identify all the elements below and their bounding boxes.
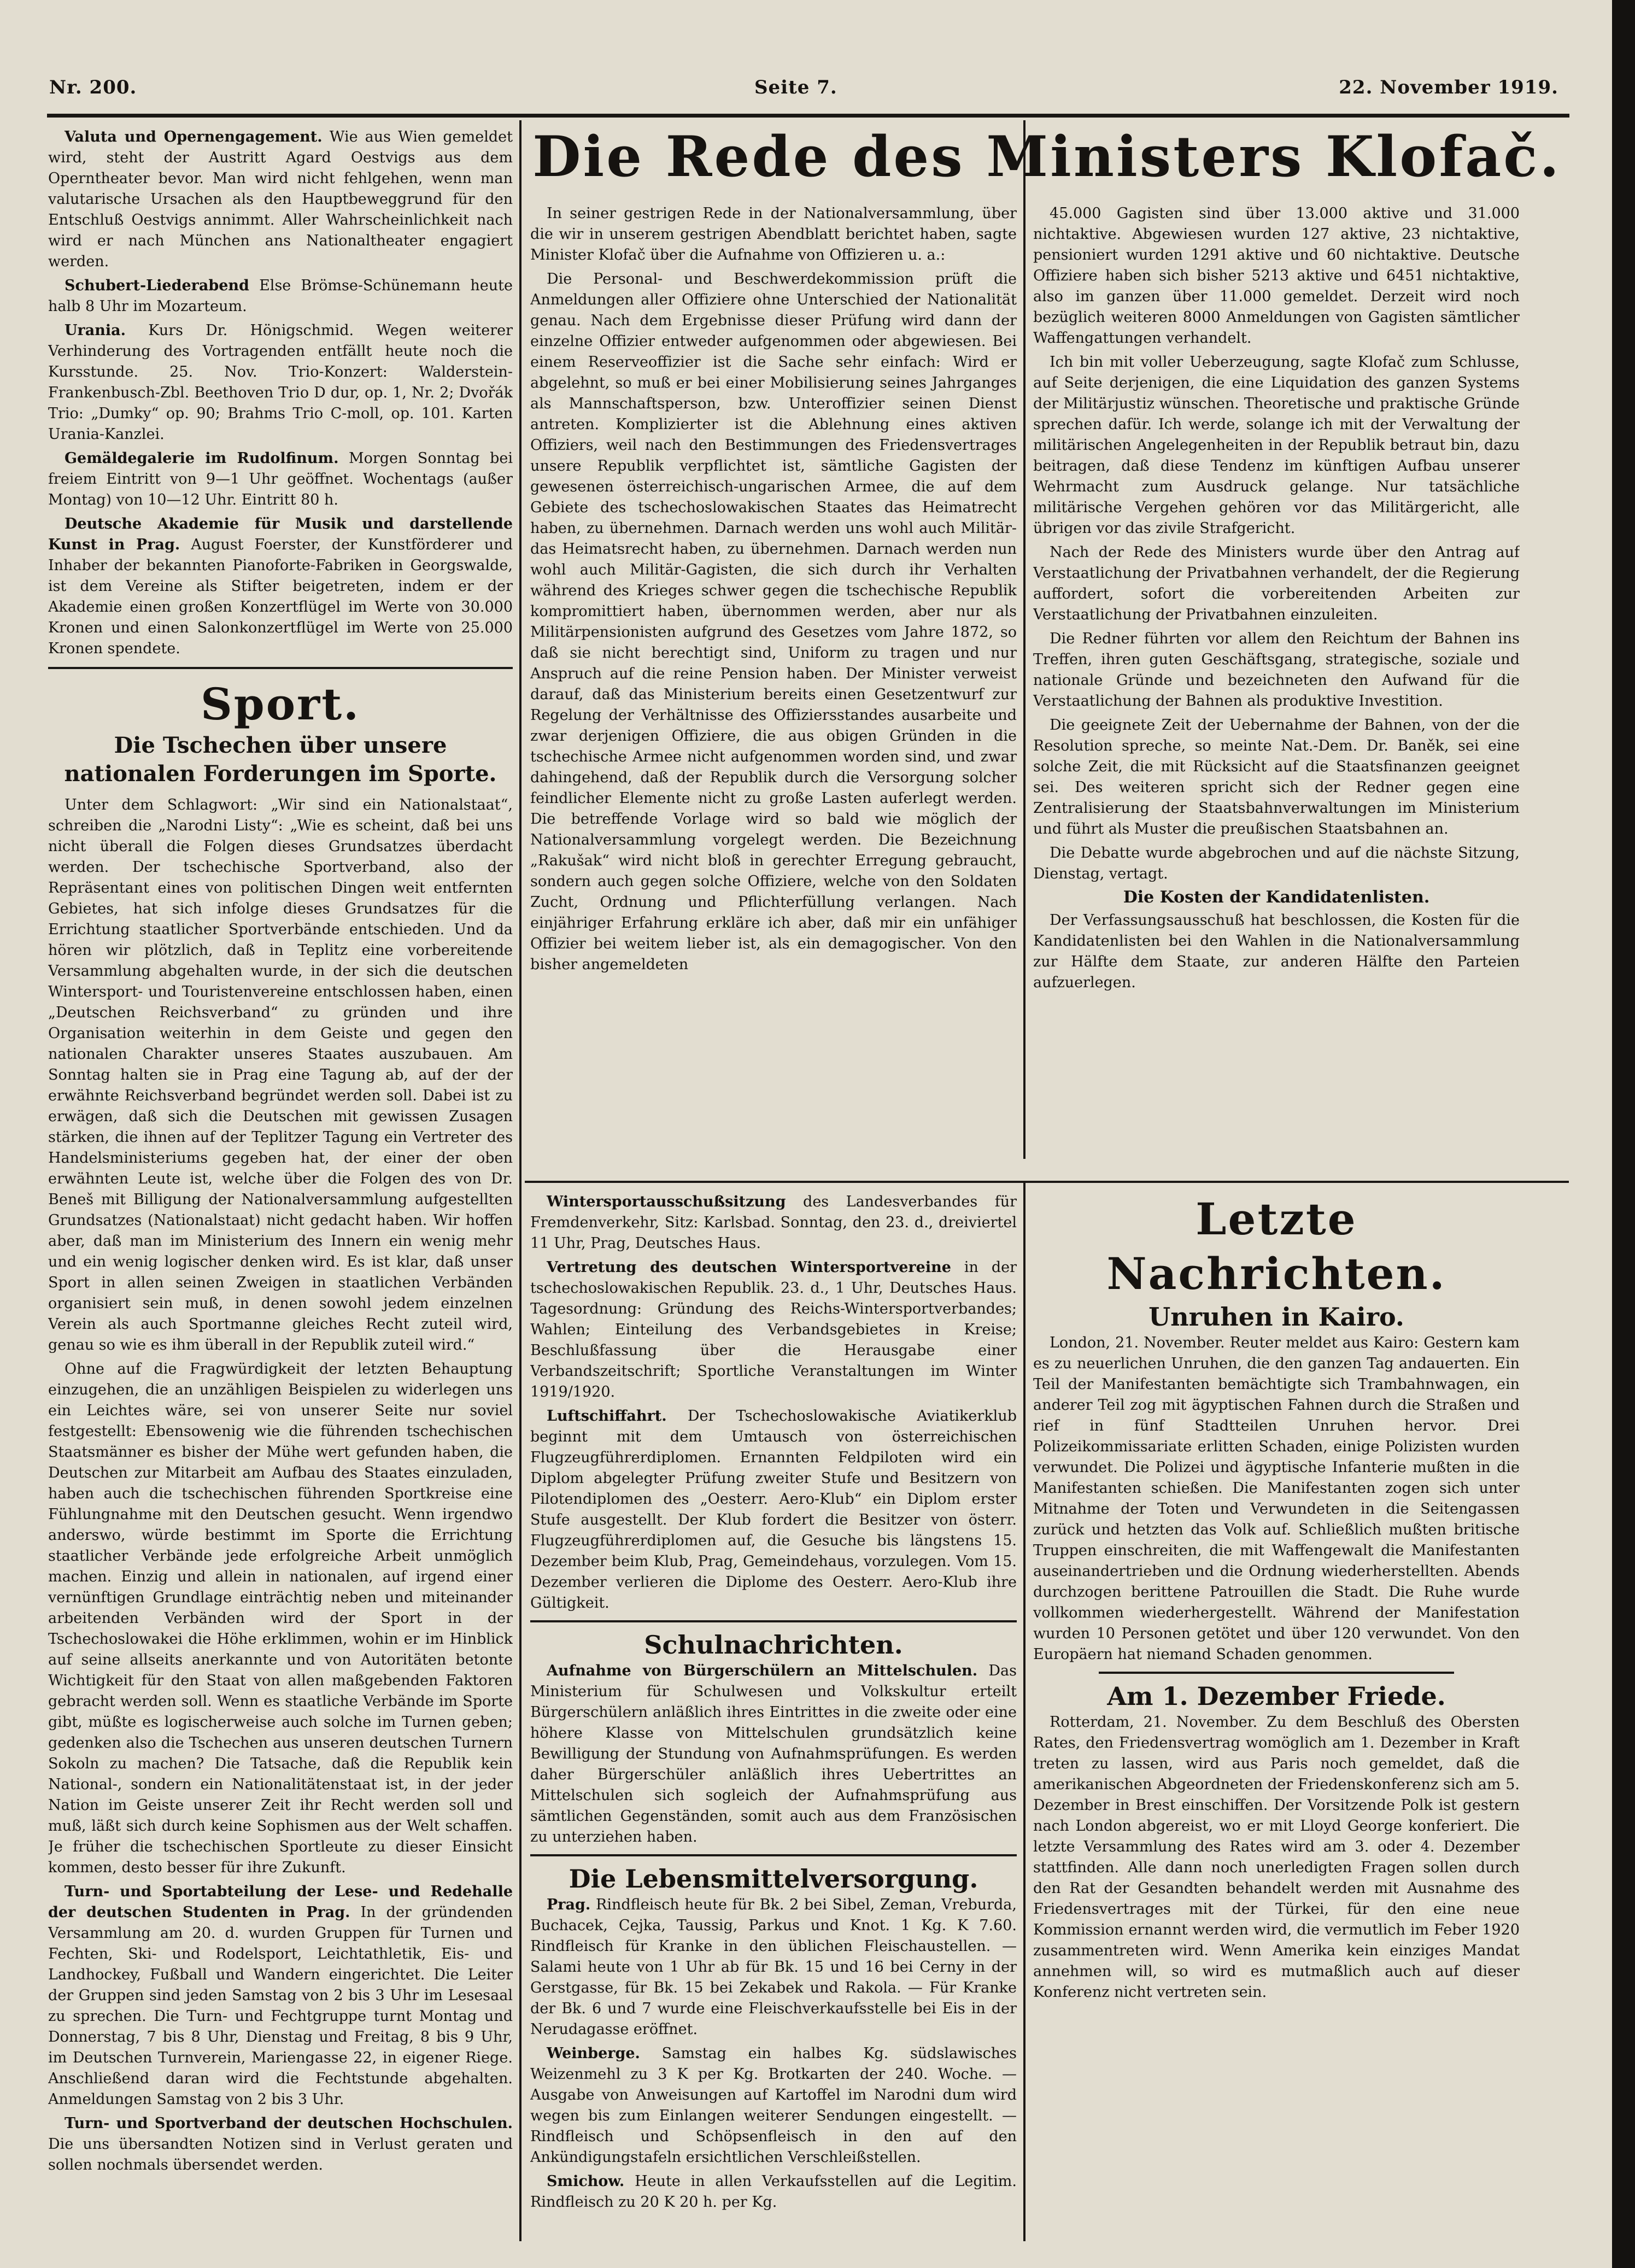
- latest-news-title: Letzte Nachrichten.: [1106, 1193, 1446, 1299]
- notice-lead: Valuta und Opernengagement.: [65, 128, 323, 145]
- article-paragraph: Die Debatte wurde abgebrochen und auf die nächste Sitzung, Dienstag, vertagt.: [1033, 845, 1520, 882]
- notice-lead: Turn- und Sportverband der deutschen Hochschulen.: [65, 2115, 513, 2132]
- article-title: Die Rede des Ministers Klofač.: [532, 124, 1561, 190]
- kandidaten-text: Der Verfassungsausschuß hat beschlossen, die Kosten für die Kandidatenlisten bei den Wahlen in die Nationalversammlung zur Hälfte dem Staate, zur anderen Hälfte den Parteien aufzuerlegen.: [1033, 912, 1520, 991]
- article-paragraph: Die Personal- und Beschwerdekommission prüft die Anmeldungen aller Offiziere ohne Unterschied der Nationalität genau. Nach dem Ergebnisse dieser Prüfung wird dann der einzelne Offizier entweder aufgenommen oder abgewiesen. Bei einem Reserveoffizier ist die Sache sehr einfach: Wird er abgelehnt, so muß er bei einer Mobilisierung seines Jahrganges als Mannschaftsperson, bzw. Unteroffizier seinen Dienst antreten. Komplizierter ist die Ablehnung eines aktiven Offiziers, weil nach den Bestimmungen des Friedensvertrages unsere Republik verpflichtet ist, sämtliche Gagisten der gewesenen österreichisch-ungarischen Armee, die auf dem Gebiete des tschechoslowakischen Staates das Heimatrecht haben, zu übernehmen. Darnach werden uns wohl auch Militär- das Heimatsrecht haben, zu übernehmen. Darnach werden nun wohl auch Militär-Gagisten, die sich durch ihr Verhalten während des Krieges schwer gegen die tschechische Republik kompromittiert haben, übernommen werden, aber nur als Militärpensionisten aufgrund des Gesetzes vom Jahre 1872, so daß sie nicht berechtigt sind, Uniform zu tragen und nur Anspruch auf die reine Pension haben. Der Minister verweist darauf, daß das Ministerium bereits einen Gesetzentwurf zur Regelung der Verhältnisse des Offiziersstandes ausarbeite und zwar derjenigen Offiziere, die aus obigen Gründen in die tschechische Armee nicht aufgenommen worden sind, und zwar dahingehend, daß der Republik durch die Versorgung solcher feindlicher Elemente nicht zu große Lasten auferlegt werden. Die betreffende Vorlage wird so bald wie möglich der Nationalversammlung vorgelegt werden. Die Bezeichnung „Rakušak“ wird nicht bloß in gerechter Erregung gebraucht, sondern auch gegen solche Offiziere, welche von den Soldaten Zucht, Ordnung und Pflichterfüllung verlangen. Nach einjähriger Erfahrung erkläre ich aber, daß mir ein unfähiger Offizier bei weitem lieber ist, als ein demagogischer. Von den bisher angemeldeten: [530, 271, 1017, 973]
- notice-text: Das Ministerium für Schulwesen und Volkskultur erteilt Bürgerschülern anläßlich ihres Eintrittes in die zweite oder eine höhere Klasse von Mittelschulen grundsätzlich keine Bewilligung der Stundung von Aufnahmsprüfungen. Es werden daher Bürgerschüler anläßlich ihres Uebertrittes an Mittelschulen sich sogleich der Aufnahmsprüfung aus sämtlichen Gegenständen, somit auch aus dem Französischen zu unterziehen haben.: [530, 1662, 1017, 1845]
- notice-lead: Schubert-Liederabend: [65, 277, 249, 294]
- notice-lead: Prag.: [547, 1896, 591, 1913]
- notice: [48, 1882, 513, 2110]
- notice: [48, 127, 513, 272]
- header-rule: [47, 114, 1569, 118]
- notice-lead: Deutsche Akademie für Musik und darstellende Kunst in Prag.: [48, 515, 513, 553]
- notice: [48, 276, 513, 317]
- notice-text: Wie aus Wien gemeldet wird, steht der Austritt Agard Oestvigs aus dem Operntheater bevor. Man wird nicht fehlgehen, wenn man valutarische Ursachen als den Hauptbeweggrund für den Entschluß Oestvigs annimmt. Aller Wahrscheinlichkeit nach wird er nach München ans Nationaltheater engagiert werden.: [48, 128, 513, 270]
- section-divider: [48, 667, 513, 669]
- notice: [48, 514, 513, 659]
- column-left: [48, 127, 513, 2248]
- sport-title: Sport.: [200, 678, 361, 730]
- notice: [530, 2171, 1017, 2213]
- notice-lead: Turn- und Sportabteilung der Lese- und Redehalle der deutschen Studenten in Prag.: [48, 1883, 513, 1921]
- issue-date: 22. November 1919.: [1339, 77, 1558, 98]
- notice-text: In der gründenden Versammlung am 20. d. wurden Gruppen für Turnen und Fechten, Ski- und Rodelsport, Leichtathletik, Eis- und Landhockey, Fußball und Wandern eingerichtet. Die Leiter der Gruppen sind jeden Samstag von 2 bis 3 Uhr im Lesesaal zu sprechen. Die Turn- und Fechtgruppe turnt Montag und Donnerstag, 7 bis 8 Uhr, Dienstag und Freitag, 8 bis 9 Uhr, im Deutschen Turnverein, Mariengasse 22, in eigener Riege. Anschließend daran wird die Fechtstunde abgehalten. Anmeldungen Samstag von 2 bis 3 Uhr.: [48, 1904, 513, 2108]
- notice-text: Rindfleisch heute für Bk. 2 bei Sibel, Zeman, Vreburda, Buchacek, Cejka, Taussig, Parkus und Knot. 1 Kg. K 7.60. Rindfleisch für Kranke in den üblichen Fleischaustellen. — Salami heute von 1 Uhr ab für Bk. 15 und 16 bei Cerny in der Gerstgasse, für Bk. 15 bei Zekabek und Rakola. — Für Kranke der Bk. 6 und 7 wurde eine Fleischverkaufsstelle bei Eis in der Nerudagasse eröffnet.: [530, 1896, 1017, 2038]
- kairo-title: Unruhen in Kairo.: [1148, 1302, 1404, 1332]
- notice-lead: Wintersportausschußsitzung: [547, 1193, 786, 1210]
- notice-lead: Gemäldegalerie im Rudolfinum.: [65, 450, 339, 467]
- notice-lead: Smichow.: [547, 2173, 625, 2190]
- notice: [48, 2113, 513, 2176]
- school-title: Schulnachrichten.: [644, 1630, 903, 1660]
- notice: [530, 1661, 1017, 1848]
- column-right-lower: [1033, 1192, 1520, 2247]
- notice: [48, 320, 513, 445]
- article-column-right: [1033, 203, 1520, 1171]
- sport-subtitle: Die Tschechen über unsere nationalen Forderungen im Sporte.: [64, 732, 497, 787]
- notice-lead: Aufnahme von Bürgerschülern an Mittelschulen.: [547, 1662, 978, 1679]
- section-divider: [530, 1620, 1017, 1622]
- notice-lead: Luftschiffahrt.: [547, 1408, 667, 1425]
- notice: [530, 1895, 1017, 2040]
- page-number: Seite 7.: [754, 77, 837, 98]
- article-column-left: [530, 203, 1017, 1171]
- scan-edge: [1612, 0, 1635, 2268]
- article-title-box: [530, 121, 1563, 198]
- sport-paragraph: Ohne auf die Fragwürdigkeit der letzten Behauptung einzugehen, die an unzähligen Beispielen zu widerlegen uns ein Leichtes wäre, sei von unserer Seite nur soviel festgestellt: Ebensowenig wie die führenden tschechischen Staatsmänner es bisher der Mühe wert gefunden haben, die Deutschen zur Mitarbeit am Aufbau des Staates einzuladen, haben auch die tschechischen führenden Sportkreise eine Fühlungnahme mit den Deutschen gesucht. Wenn irgendwo anderswo, würde bestimmt im Sporte die Errichtung staatlicher Verbände jede erfolgreiche Arbeit unmöglich machen. Einzig und allein in nationalen, auf irgend einer vernünftigen Grundlage einträchtig neben und miteinander arbeitenden Verbänden wird der Sport in der Tschechoslowakei die Höhe erklimmen, wohin er im Hinblick auf seine allseits anerkannte und von Autoritäten betonte Wichtigkeit für den Staat von allen maßgebenden Faktoren gebracht werden soll. Wenn es staatliche Verbände im Sporte gibt, müßte es logischerweise auch solche im Turnen geben; gedenken also die Tschechen aus unseren deutschen Turnern Sokoln zu machen? Die Tatsache, daß die Republik kein National-, sondern ein Nationalitätenstaat ist, in der jeder Nation im Geiste unserer Zeit ihr Recht werden soll und muß, läßt sich durch keine Sophismen aus der Welt schaffen. Je früher die tschechischen Sportleute zu dieser Einsicht kommen, desto besser für ihre Zukunft.: [48, 1361, 513, 1876]
- article-paragraph: 45.000 Gagisten sind über 13.000 aktive und 31.000 nichtaktive. Abgewiesen wurden 127 aktive, 23 nichtaktive, pensioniert wurden 1291 aktive und 60 nichtaktive. Deutsche Offiziere haben sich bisher 5213 aktive und 6451 nichtaktive, also im ganzen über 11.000 gemeldet. Derzeit wird noch bezüglich weiteren 8000 Anmeldungen von Gagisten sämtlicher Waffengattungen verhandelt.: [1033, 205, 1520, 347]
- notice: [48, 448, 513, 511]
- kandidaten-heading: Die Kosten der Kandidatenlisten.: [1123, 888, 1430, 907]
- notice-text: Samstag ein halbes Kg. südslawisches Weizenmehl zu 3 K per Kg. Brotkarten der 240. Woche. — Ausgabe von Anweisungen auf Kartoffel im Narodni dum wird wegen bis zum Einlangen weiterer Sendungen eingestellt. — Rindfleisch und Schöpsenfleisch in den auf den Ankündigungstafeln ersichtlichen Verschleißstellen.: [530, 2045, 1017, 2166]
- article-paragraph: Nach der Rede des Ministers wurde über den Antrag auf Verstaatlichung der Privatbahnen verhandelt, der die Regierung auffordert, sofort die vorbereitenden Arbeiten zur Verstaatlichung der Privatbahnen einzuleiten.: [1033, 544, 1520, 623]
- page-header: [49, 77, 1558, 109]
- notice: [530, 2043, 1017, 2168]
- notice-lead: Weinberge.: [547, 2045, 640, 2062]
- notice-block: [48, 127, 513, 659]
- notice: [530, 1192, 1017, 1254]
- notice-text: in der tschechoslowakischen Republik. 23. d., 1 Uhr, Deutsches Haus. Tagesordnung: Gründung des Reichs-Wintersportverbandes; Wahlen; Einteilung des Verbandsgebietes in Kreise; Beschlußfassung über die Herausgabe einer Verbandszeitschrift; Sportliche Veranstaltungen im Winter 1919/1920.: [530, 1259, 1017, 1400]
- article-paragraph: Die Redner führten vor allem den Reichtum der Bahnen ins Treffen, ihren guten Geschäftsgang, strategische, soziale und nationale Gründe und bezeichneten den Aufwand für die Verstaatlichung der Bahnen als produktive Investition.: [1033, 630, 1520, 710]
- notice-text: Kurs Dr. Hönigschmid. Wegen weiterer Verhinderung des Vortragenden entfällt heute noch die Kursstunde. 25. Nov. Trio-Konzert: Walderstein-Frankenbusch-Zbl. Beethoven Trio D dur, op. 1, Nr. 2; Dvořák Trio: „Dumky“ op. 90; Brahms Trio C-moll, op. 101. Karten Urania-Kanzlei.: [48, 322, 513, 443]
- friede-title: Am 1. Dezember Friede.: [1107, 1681, 1446, 1711]
- column-rule-right-upper: [1023, 120, 1025, 1159]
- notice: [530, 1406, 1017, 1614]
- notice-text: Morgen Sonntag bei freiem Eintritt von 9—1 Uhr geöffnet. Wochentags (außer Montag) von 10—12 Uhr. Eintritt 80 h.: [48, 450, 513, 508]
- notice: [530, 1257, 1017, 1403]
- section-rule: [525, 1181, 1569, 1183]
- friede-text: Rotterdam, 21. November. Zu dem Beschluß des Obersten Rates, den Friedensvertrag womöglich am 1. Dezember in Kraft treten zu lassen, wird aus Paris noch gemeldet, daß die amerikanischen Abgeordneten der Friedenskonferenz sich am 5. Dezember in Brest einschiffen. Der Vorsitzende Polk ist gestern nach London abgereist, wo er mit Lloyd George konferiert. Die letzte Versammlung des Rates wird am 3. oder 4. Dezember stattfinden. Alle dann noch unerledigten Fragen sollen durch den Rat der Gesandten behandelt werden mit Ausnahme des Friedensvertrages mit der Türkei, für den eine neue Kommission ernannt werden wird, die vermutlich im Feber 1920 zusammentreten wird. Wenn Amerika kein einziges Mandat annehmen will, so wird es mutmaßlich auch auf dieser Konferenz nicht vertreten sein.: [1033, 1714, 1520, 2001]
- notice-text: August Foerster, der Kunstförderer und Inhaber der bekannten Pianoforte-Fabriken in Georgswalde, ist dem Vereine als Stifter beigetreten, indem er der Akademie einen großen Konzertflügel im Werte von 30.000 Kronen und einen Salonkonzertflügel im Werte von 25.000 Kronen spendete.: [48, 536, 513, 657]
- section-divider: [530, 1854, 1017, 1856]
- column-rule-right-lower: [1023, 1181, 1025, 2241]
- column-rule-left: [519, 120, 521, 2241]
- article-paragraph: In seiner gestrigen Rede in der Nationalversammlung, über die wir in unserem gestrigen Abendblatt berichtet haben, sagte Minister Klofač über die Aufnahme von Offizieren u. a.:: [530, 205, 1017, 263]
- notice-text: Die uns übersandten Notizen sind in Verlust geraten und sollen nochmals übersendet werden.: [48, 2136, 513, 2173]
- column-middle-lower: [530, 1192, 1017, 2247]
- section-divider: [1099, 1672, 1454, 1674]
- kairo-text: London, 21. November. Reuter meldet aus Kairo: Gestern kam es zu neuerlichen Unruhen, die den ganzen Tag andauerten. Ein Teil der Manifestanten bemächtigte sich Trambahnwagen, ein anderer Teil zog mit ägyptischen Fahnen durch die Straßen und rief in fünf Stadtteilen Unruhen hervor. Drei Polizeikommissariate erlitten Schaden, einige Polizisten wurden verwundet. Die Polizei und ägyptische Infanterie mußten in die Manifestanten schießen. Die Manifestanten zogen sich unter Mitnahme der Toten und Verwundeten in die Seitengassen zurück und hetzten das Volk auf. Schließlich mußten britische Truppen einschreiten, die mit Waffengewalt die Manifestanten auseinandertrieben und die Ordnung wiederherstellten. Abends durchzogen berittene Patrouillen die Stadt. Die Ruhe wurde vollkommen wiederhergestellt. Während der Manifestation wurden 10 Personen getötet und über 120 verwundet. Von den Europäern hat niemand Schaden genommen.: [1033, 1334, 1520, 1663]
- notice-lead: Urania.: [65, 322, 126, 339]
- notice-text: des Landesverbandes für Fremdenverkehr, Sitz: Karlsbad. Sonntag, den 23. d., dreiviertel 11 Uhr, Prag, Deutsches Haus.: [530, 1193, 1017, 1252]
- article-paragraph: Ich bin mit voller Ueberzeugung, sagte Klofač zum Schlusse, auf Seite derjenigen, die eine Liquidation des ganzen Systems der Militärjustiz wünschen. Theoretische und praktische Gründe sprechen dafür. Ich werde, solange ich mit der Verwaltung der militärischen Angelegenheiten in der Republik betraut bin, dazu beitragen, daß diese Tendenz im künftigen Aufbau unserer Wehrmacht zum Ausdruck gelange. Nur tatsächliche militärische Vergehen gehören vor das Militärgericht, alle übrigen vor das zivile Strafgericht.: [1033, 354, 1520, 537]
- notice-text: Else Brömse-Schünemann heute halb 8 Uhr im Mozarteum.: [48, 277, 513, 315]
- notice-text: Heute in allen Verkaufsstellen auf die Legitim. Rindfleisch zu 20 K 20 h. per Kg.: [530, 2173, 1017, 2211]
- notice-text: Der Tschechoslowakische Aviatikerklub beginnt mit dem Umtausch von österreichischen Flugzeugführerdiplomen. Ernannten Feldpiloten wird ein Diplom abgelegter Prüfung zweiter Stufe und Besitzern von Pilotendiplomen des „Oesterr. Aero-Klub“ ein Diplom erster Stufe ausgestellt. Der Klub fordert die Besitzer von österr. Flugzeugführerdiplomen auf, die Gesuche bis längstens 15. Dezember beim Klub, Prag, Gemeindehaus, vorzulegen. Vom 15. Dezember verlieren die Diplome des Oesterr. Aero-Klub ihre Gültigkeit.: [530, 1408, 1017, 1611]
- article-paragraph: Die geeignete Zeit der Uebernahme der Bahnen, von der die Resolution spreche, so meinte Nat.-Dem. Dr. Baněk, sei eine solche Zeit, die mit Rücksicht auf die Staatsfinanzen geeignet sei. Des weiteren spricht sich der Redner gegen eine Zentralisierung der Staatsbahnverwaltungen im Ministerium und führt als Muster die preußischen Staatsbahnen an.: [1033, 717, 1520, 837]
- issue-number: Nr. 200.: [49, 77, 137, 98]
- notice-lead: Vertretung des deutschen Wintersportvereine: [547, 1259, 951, 1276]
- sport-paragraph: Unter dem Schlagwort: „Wir sind ein Nationalstaat“, schreiben die „Narodni Listy“: „Wie es scheint, daß bei uns nicht überall die Folgen dieses Grundsatzes überdacht werden. Der tschechische Sportverband, also der Repräsentant eines von politischen Dingen weit entfernten Gebietes, hat sich infolge dieses Grundsatzes für die Errichtung staatlicher Sportverbände entschieden. Und da hören wir plötzlich, daß in Teplitz eine vorbereitende Versammlung abgehalten wurde, in der sich die deutschen Wintersport- und Touristenvereine entschlossen haben, einen „Deutschen Reichsverband“ zu gründen und ihre Organisation weiterhin in dem Geiste und gegen den nationalen Charakter unseres Staates auszubauen. Am Sonntag halten sie in Prag eine Tagung ab, auf der der erwähnte Reichsverband begründet werden soll. Dabei ist zu erwägen, daß sich die Deutschen mit gewissen Zusagen stärken, die ihnen auf der Teplitzer Tagung ein Vertreter des Handelsministeriums gegeben hat, der einer der oben erwähnten Leute ist, welche über die Folgen des von Dr. Beneš mit Billigung der Nationalversammlung aufgestellten Grundsatzes (Nationalstaat) nicht gedacht haben. Wir hoffen aber, daß man im Ministerium des Innern ein wenig mehr und ein wenig logischer denken wird. Es ist klar, daß unser Sport in allen seinen Zweigen in staatlichen Verbänden organisiert sein muß, in denen sowohl jedem einzelnen Verein als auch Sportmanne gleiches Recht zuteil wird, genau so wie es ihm überall in der Republik zuteil wird.“: [48, 796, 513, 1353]
- food-title: Die Lebensmittelversorgung.: [569, 1864, 978, 1894]
